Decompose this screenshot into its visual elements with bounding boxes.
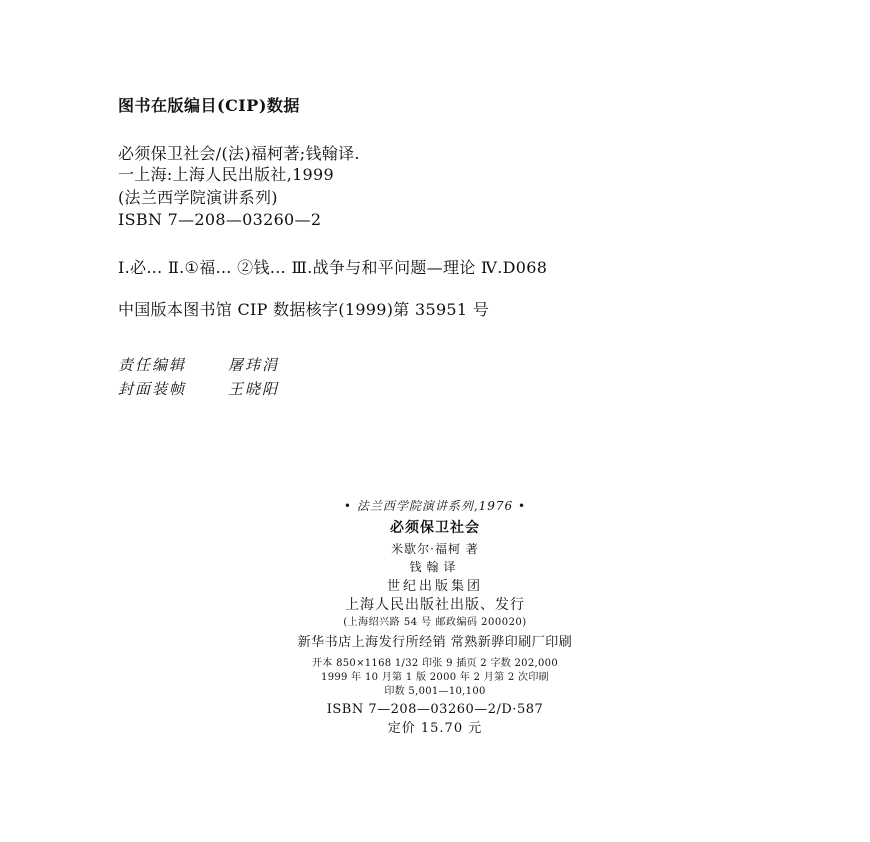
publishing-group: 世纪出版集团	[386, 579, 483, 594]
edition-info: 1999 年 10 月第 1 版 2000 年 2 月第 2 次印刷	[321, 672, 549, 683]
staff-name: 屠玮涓	[228, 356, 280, 374]
staff-role: 责任编辑	[118, 356, 187, 374]
price-line: 定价 15.70 元	[387, 721, 483, 736]
book-title: 必须保卫社会	[390, 520, 480, 536]
staff-row-editor	[118, 358, 279, 373]
staff-name: 王晓阳	[228, 380, 280, 398]
cip-entry-title-line: 必须保卫社会/(法)福柯著;钱翰译.	[118, 144, 360, 163]
cip-entry-publisher-line: 一上海:上海人民出版社,1999	[118, 165, 334, 184]
cip-entry-isbn-line: ISBN 7—208—03260—2	[118, 210, 322, 229]
translator-credit: 钱翰译	[409, 560, 461, 574]
cip-verification-number: 中国版本图书馆 CIP 数据核字(1999)第 35951 号	[118, 300, 490, 319]
staff-role: 封面装帧	[118, 380, 187, 398]
publisher-line: 上海人民出版社出版、发行	[345, 597, 525, 613]
publisher-address: (上海绍兴路 54 号 邮政编码 200020)	[343, 617, 527, 628]
series-name: • 法兰西学院演讲系列,1976 •	[343, 499, 527, 513]
format-specs: 开本 850×1168 1/32 印张 9 插页 2 字数 202,000	[312, 658, 558, 669]
print-run: 印数 5,001—10,100	[384, 686, 486, 697]
distribution-printing-line: 新华书店上海发行所经销 常熟新骅印刷厂印刷	[297, 635, 573, 650]
cip-heading: 图书在版编目(CIP)数据	[118, 96, 300, 115]
staff-row-cover-design	[118, 382, 279, 397]
author-credit: 米歇尔·福柯 著	[391, 542, 479, 556]
cip-entry-series-line: (法兰西学院演讲系列)	[118, 188, 278, 207]
cip-subject-headings: Ⅰ.必… Ⅱ.①福… ②钱… Ⅲ.战争与和平问题—理论 Ⅳ.D068	[118, 258, 548, 277]
isbn-line: ISBN 7—208—03260—2/D·587	[326, 702, 544, 717]
